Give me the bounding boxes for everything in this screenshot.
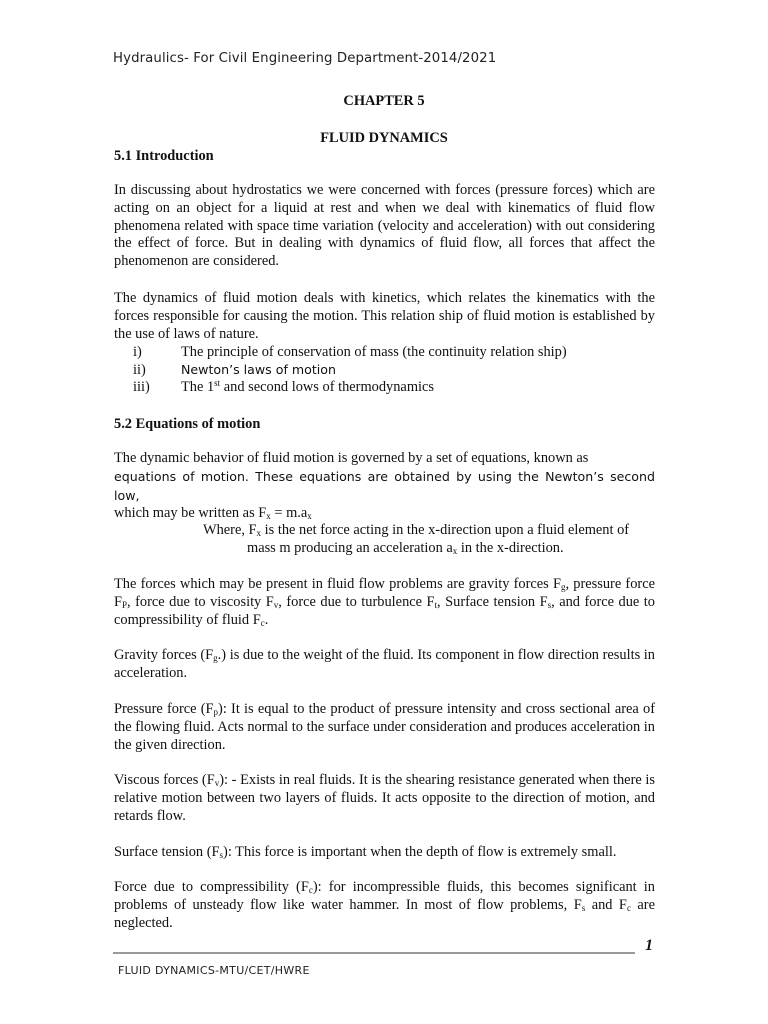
gravity-paragraph: Gravity forces $(F_g.)$ is due to the weight of the fluid. Its component in flow direction results in acceleration. [114, 647, 655, 681]
page-number: 1 [645, 937, 653, 954]
chapter-title: FLUID DYNAMICS [320, 130, 448, 146]
intro-paragraph-2: The dynamics of fluid motion deals with kinetics, which relates the kinematics with the forces responsible for causing the motion. This relation ship of fluid motion is established by the use of laws of nature. [114, 290, 655, 342]
section-heading-introduction: 5.1 Introduction [114, 148, 214, 164]
chapter-number: CHAPTER 5 [343, 93, 425, 109]
section-heading-equations: 5.2 Equations of motion [114, 416, 261, 432]
list-item-text: The 1st and second lows of thermodynamics [181, 378, 435, 395]
list-item-number: i) [133, 344, 142, 360]
footer-divider [113, 952, 635, 954]
list-item-number: iii) [133, 379, 150, 395]
where-definition: Where, $F_x$ is the net force acting in the x-direction upon a fluid element of mass m producing an acceleration $a_x$ in the x-direction. [203, 522, 630, 556]
pressure-paragraph: Pressure force $(F_p)$: It is equal to the product of pressure intensity and cross sectional area of the flowing fluid. Acts normal to the surface under consideration and produces acceleration in the given direction. [114, 701, 655, 753]
list-item-text: The principle of conservation of mass (the continuity relation ship) [181, 344, 567, 360]
surface-tension-paragraph: Surface tension $(F_s)$: This force is important when the depth of flow is extremely small. [114, 844, 617, 860]
intro-paragraph-1: In discussing about hydrostatics we were concerned with forces (pressure forces) which are acting on an object for a liquid at rest and when we deal with kinematics of fluid flow phenomena related with space time variation (velocity and acceleration) with out considering the effect of force. But in dealing with dynamics of fluid flow, all forces that affect the phenomenon are considered. [114, 182, 655, 270]
list-item-number: ii) [133, 362, 146, 378]
list-item [133, 379, 434, 397]
equations-paragraph: The dynamic behavior of fluid motion is governed by a set of equations, known as equations of motion. These equations are obtained by using the Newton’s second low, which may be written as $F_x = m.a_x$ [114, 450, 655, 522]
running-footer: FLUID DYNAMICS-MTU/CET/HWRE [118, 964, 310, 977]
compressibility-paragraph: Force due to compressibility $(F_c)$: for incompressible fluids, this becomes significant in problems of unsteady flow like water hammer. In most of flow problems, $F_s$ and $F_c$ are neglected. [114, 879, 655, 931]
list-item [133, 344, 567, 362]
viscous-paragraph: Viscous forces $(F_v)$: - Exists in real fluids. It is the shearing resistance generated when there is relative motion between two layers of fluids. It acts opposite to the direction of motion, and retards flow. [114, 772, 655, 824]
running-header: Hydraulics- For Civil Engineering Department-2014/2021 [113, 51, 497, 66]
list-item-text: Newton’s laws of motion [181, 362, 336, 377]
list-item [133, 361, 336, 380]
forces-paragraph: The forces which may be present in fluid flow problems are gravity forces $F_g$, pressure force $F_P$, force due to viscosity $F_v$, force due to turbulence $F_t$, Surface tension $F_s$, and force due to compressibility of fluid $F_c$. [114, 576, 655, 628]
